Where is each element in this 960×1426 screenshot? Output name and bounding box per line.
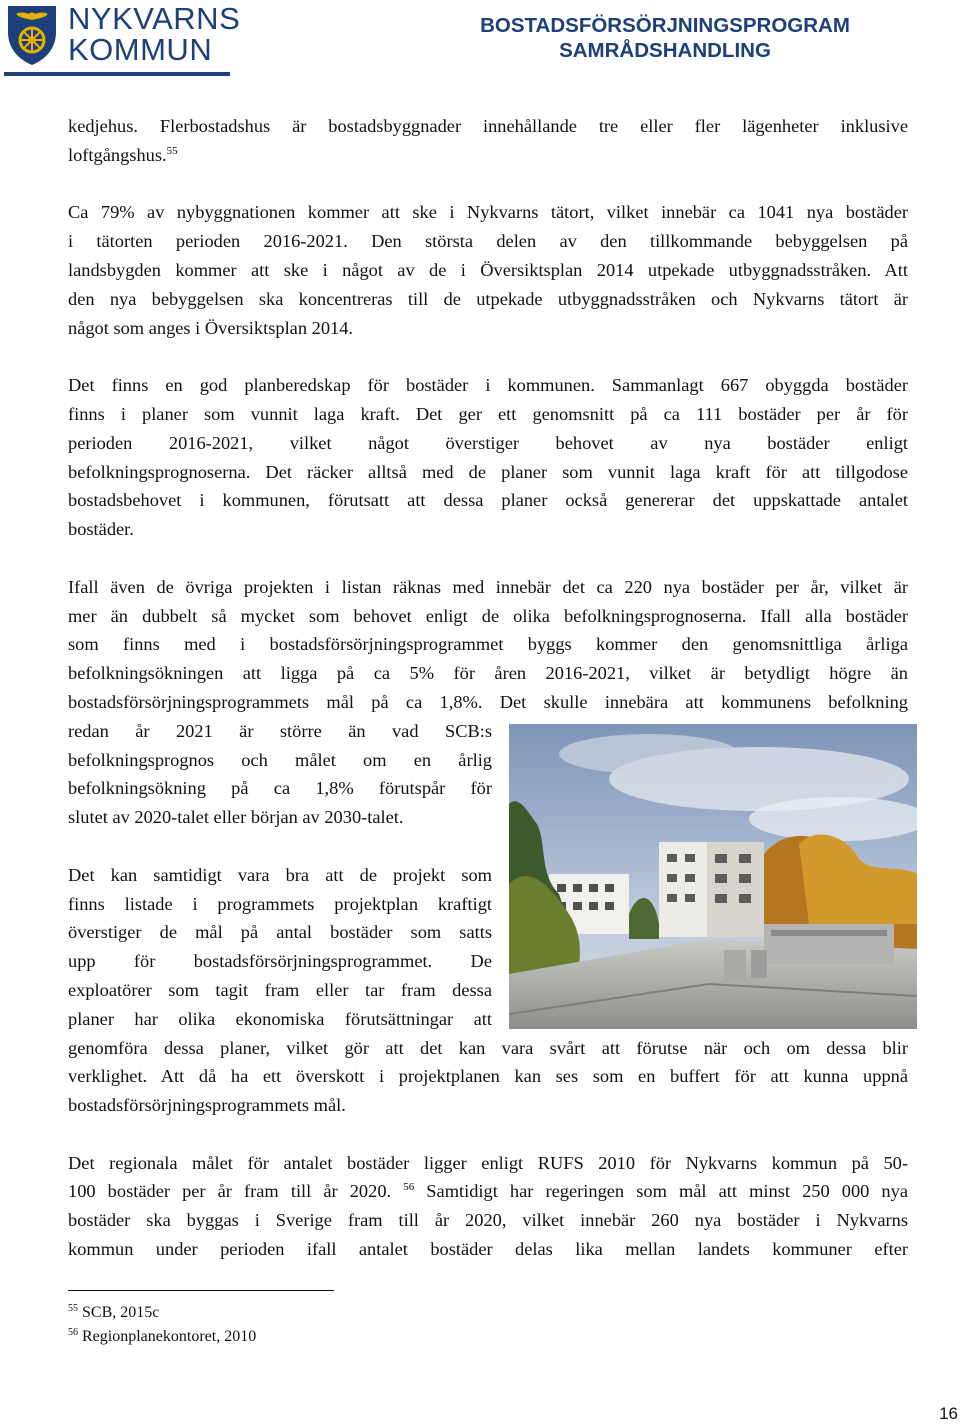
text-line <box>68 141 908 170</box>
text-line: genomföra dessa planer, vilket gör att det kan vara svårt att förutse när och om dessa blir <box>68 1037 908 1058</box>
paragraph-2 <box>68 198 908 342</box>
footnotes <box>68 1301 256 1349</box>
footnote-number: 56 <box>68 1327 78 1338</box>
text-line: finns i planer som vunnit laga kraft. Det ger ett genomsnitt på ca 111 bostäder per år för <box>68 403 908 424</box>
text-line: Det regionala målet för antalet bostäder ligger enligt RUFS 2010 för Nykvarns kommun på 50- <box>68 1152 908 1173</box>
nykvarns-kommun-logo <box>4 1 241 78</box>
text-line: kommun under perioden ifall antalet bostäder delas lika mellan landets kommuner efter <box>68 1239 908 1260</box>
text-line <box>68 1177 908 1206</box>
footnote-ref-56[interactable]: 56 <box>403 1181 415 1194</box>
text-line-content: Samtidigt har regeringen som mål att minst 250 000 nya <box>414 1181 908 1202</box>
footnote-number: 55 <box>68 1303 78 1314</box>
text-line: verklighet. Att då ha ett överskott i projektplanen kan ses som en buffert för att kunna uppnå <box>68 1066 908 1087</box>
text-line: slutet av 2020-talet eller början av 2030-talet. <box>68 807 404 828</box>
footnote-text: SCB, 2015c <box>82 1304 160 1321</box>
text-line-content: 100 bostäder per år fram till år 2020. <box>68 1181 392 1202</box>
text-line: något som anges i Översiktsplan 2014. <box>68 317 354 338</box>
text-line: upp för bostadsförsörjningsprogrammet. De <box>68 951 492 972</box>
text-line: bostadsförsörjningsprogrammets mål. <box>68 1095 346 1116</box>
paragraph-3 <box>68 371 908 544</box>
footnote-56 <box>68 1325 256 1349</box>
document-title-line-2: SAMRÅDSHANDLING <box>559 39 771 62</box>
footnote-55 <box>68 1301 256 1325</box>
text-line: befolkningsprognoserna. Det räcker alltså med de planer som vunnit laga kraft för att tillgodose <box>68 461 908 482</box>
text-line: i tätorten perioden 2016-2021. Den största delen av den tillkommande bebyggelsen på <box>68 231 908 252</box>
text-line: landsbygden kommer att ske i något av de i Översiktsplan 2014 utpekade utbyggnadsstråken. Att <box>68 259 908 280</box>
text-line: bostäder ska byggas i Sverige fram till år 2020, vilket innebär 260 nya bostäder i Nykvarns <box>68 1210 908 1231</box>
text-line: bostadsbehovet i kommunen, förutsatt att dessa planer också genererar det uppskattade antalet <box>68 490 908 511</box>
page-header <box>0 0 960 80</box>
photo-illustration <box>509 724 917 1029</box>
text-line: befolkningsökning på ca 1,8% förutspår för <box>68 778 492 799</box>
text-line-content: loftgångshus. <box>68 144 167 165</box>
text-line: som finns med i bostadsförsörjningsprogrammet byggs kommer den genomsnittliga årliga <box>68 634 908 655</box>
document-title <box>370 13 960 63</box>
text-line: mer än dubbelt så mycket som behovet enligt de olika befolkningsprognoserna. Ifall alla bostäder <box>68 605 908 626</box>
paragraph-6 <box>68 1149 908 1264</box>
coat-of-arms-icon <box>4 2 60 66</box>
page-body <box>68 112 908 1264</box>
logo-wordmark <box>68 3 240 65</box>
text-line: perioden 2016-2021, vilket något överstiger behovet av nya bostäder enligt <box>68 432 908 453</box>
text-line: Det kan samtidigt vara bra att de projekt som <box>68 864 492 885</box>
text-line: befolkningsprognos och målet om en årlig <box>68 749 492 770</box>
text-line: den nya bebyggelsen ska koncentreras till de utpekade utbyggnadsstråken och Nykvarns tätort är <box>68 288 908 309</box>
text-line: Ifall även de övriga projekten i listan räknas med innebär det ca 220 nya bostäder per år, vilket är <box>68 576 908 597</box>
text-line: bostäder. <box>68 519 134 540</box>
text-line: exploatörer som tagit fram eller tar fram dessa <box>68 979 492 1000</box>
page-number: 16 <box>939 1404 958 1423</box>
paragraph-1 <box>68 112 908 170</box>
apartment-buildings-photo <box>509 724 917 1029</box>
text-line: bostadsförsörjningsprogrammets mål på ca 1,8%. Det skulle innebära att kommunens befolkning <box>68 691 908 712</box>
logo-underline <box>4 72 230 76</box>
logo-line-1: NYKVARNS <box>68 1 241 36</box>
text-line: kedjehus. Flerbostadshus är bostadsbyggnader innehållande tre eller fler lägenheter inklusive <box>68 116 908 136</box>
text-line: finns listade i programmets projektplan kraftigt <box>68 893 492 914</box>
text-line: planer har olika ekonomiska förutsättningar att <box>68 1008 492 1029</box>
text-line: redan år 2021 är större än vad SCB:s <box>68 720 492 741</box>
footnote-ref-55[interactable]: 55 <box>166 144 178 157</box>
text-line: Det finns en god planberedskap för bostäder i kommunen. Sammanlagt 667 obyggda bostäder <box>68 375 908 396</box>
logo-line-2: KOMMUN <box>68 32 213 67</box>
text-line: Ca 79% av nybyggnationen kommer att ske i Nykvarns tätort, vilket innebär ca 1041 nya bostäder <box>68 202 908 223</box>
footnote-text: Regionplanekontoret, 2010 <box>82 1328 257 1345</box>
footnote-separator <box>68 1290 334 1291</box>
text-line: befolkningsökningen att ligga på ca 5% för åren 2016-2021, vilket är betydligt högre än <box>68 663 908 684</box>
document-title-line-1: BOSTADSFÖRSÖRJNINGSPROGRAM <box>480 14 850 37</box>
text-line: överstiger de mål på antal bostäder som satts <box>68 922 492 943</box>
